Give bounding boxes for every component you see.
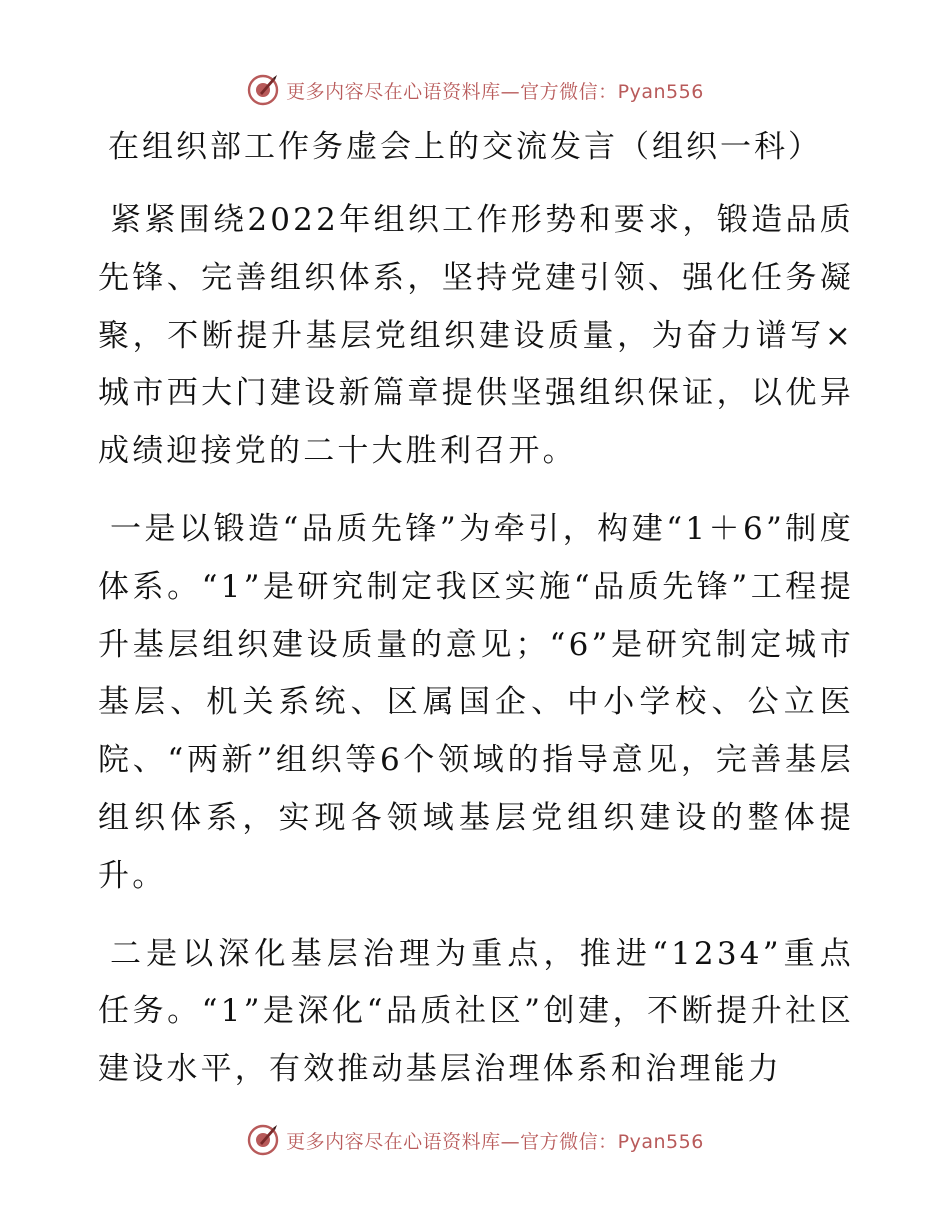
- watermark-text: 更多内容尽在心语资料库—官方微信：Pyan556: [286, 1130, 704, 1153]
- document-title: 在组织部工作务虚会上的交流发言（组织一科）: [108, 129, 822, 165]
- paragraph-point-two: 二是以深化基层治理为重点，推进“1234”重点任务。“1”是深化“品质社区”创建，不断提升社区建设水平，有效推动基层治理体系和治理能力: [98, 935, 854, 1088]
- header-watermark: [0, 70, 950, 110]
- document-body: [98, 124, 854, 1119]
- paragraph-point-one: 一是以锻造“品质先锋”为牵引，构建“1＋6”制度体系。“1”是研究制定我区实施“品质先锋”工程提升基层组织建设质量的意见；“6”是研究制定城市基层、机关系统、区属国企、中小学校、公立医院、“两新”组织等6个领域的指导意见，完善基层组织体系，实现各领域基层党组织建设的整体提升。: [98, 510, 854, 894]
- brand-logo-icon: [246, 73, 280, 107]
- paragraph-intro: 紧紧围绕2022年组织工作形势和要求，锻造品质先锋、完善组织体系，坚持党建引领、强化任务凝聚，不断提升基层党组织建设质量，为奋力谱写×城市西大门建设新篇章提供坚强组织保证，以优异成绩迎接党的二十大胜利召开。: [98, 202, 854, 470]
- brand-logo-icon: [246, 1123, 280, 1157]
- footer-watermark: [0, 1120, 950, 1160]
- watermark-text: 更多内容尽在心语资料库—官方微信：Pyan556: [286, 80, 704, 103]
